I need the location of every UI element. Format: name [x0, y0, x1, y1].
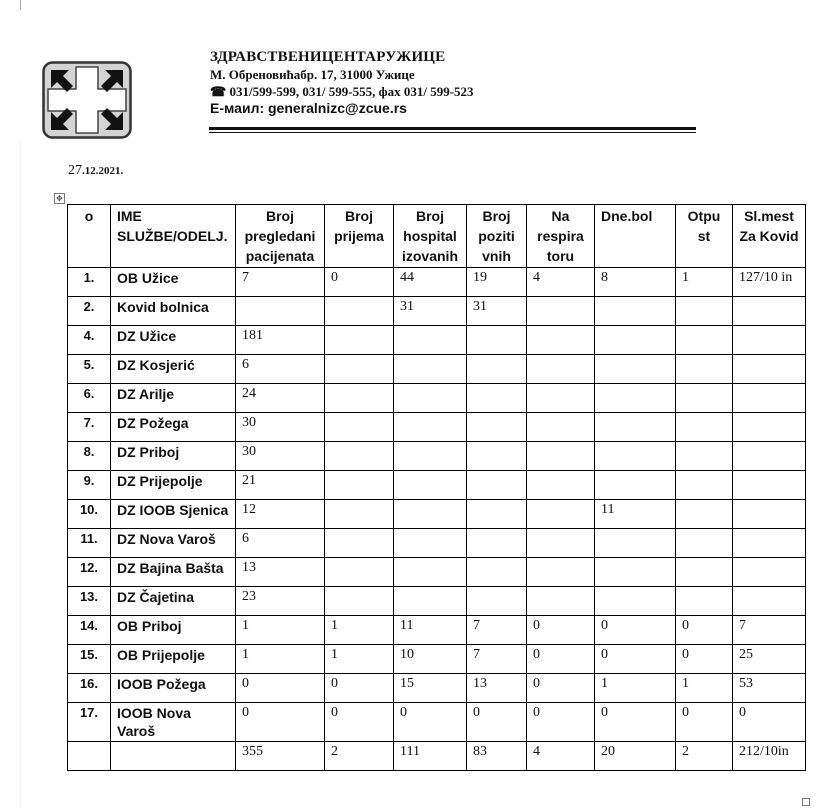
cell-department-name: DZ Čajetina [111, 587, 236, 616]
cell-discharged [676, 529, 733, 558]
cell-positive [467, 355, 527, 384]
cell-admissions [325, 326, 394, 355]
cell-respirator [527, 355, 595, 384]
table-row [68, 645, 806, 674]
statistics-table [67, 204, 806, 771]
cell-admissions [325, 355, 394, 384]
cell-positive [467, 442, 527, 471]
cell-department-name: OB Prijepolje [111, 645, 236, 674]
cell-hospital-days [595, 297, 676, 326]
cell-hospital-days [595, 413, 676, 442]
cell-positive [467, 326, 527, 355]
cell-discharged [676, 558, 733, 587]
cell-hospital-days: 0 [595, 703, 676, 742]
total-department-name [111, 742, 236, 771]
cell-covid-beds [733, 529, 806, 558]
company-name: ЗДРАВСТВЕНИЦЕНТАРУЖИЦЕ [210, 49, 446, 65]
cell-covid-beds: 53 [733, 674, 806, 703]
page-edge-mark [20, 0, 21, 10]
cell-admissions [325, 413, 394, 442]
company-email: Е-маил: generalnizc@zcue.rs [210, 100, 407, 116]
cell-respirator: 0 [527, 616, 595, 645]
cell-examined: 6 [236, 355, 325, 384]
cell-respirator [527, 297, 595, 326]
table-row [68, 442, 806, 471]
cell-row-number: 5. [68, 355, 111, 384]
cell-positive: 19 [467, 268, 527, 297]
total-hospital-days: 20 [595, 742, 676, 771]
col-header-admissions: Broj prijema [325, 205, 394, 268]
cell-respirator: 0 [527, 703, 595, 742]
cell-respirator [527, 471, 595, 500]
cell-row-number: 17. [68, 703, 111, 742]
cell-hospitalized [394, 471, 467, 500]
cell-hospital-days: 1 [595, 674, 676, 703]
cell-covid-beds [733, 471, 806, 500]
cell-department-name: DZ Priboj [111, 442, 236, 471]
col-header-examined: Broj pregledani pacijenata [236, 205, 325, 268]
cell-discharged [676, 297, 733, 326]
cell-examined: 7 [236, 268, 325, 297]
table-row [68, 413, 806, 442]
col-header-positive: Broj poziti vnih [467, 205, 527, 268]
telephone-icon: ☎ [210, 84, 227, 99]
total-covid-beds: 212/10in [733, 742, 806, 771]
cell-positive [467, 529, 527, 558]
company-address: М. Обреновићабр. 17, 31000 Ужице [210, 67, 415, 82]
table-row [68, 558, 806, 587]
cell-row-number: 8. [68, 442, 111, 471]
cell-department-name: DZ Užice [111, 326, 236, 355]
cell-hospitalized: 10 [394, 645, 467, 674]
total-respirator: 4 [527, 742, 595, 771]
cell-hospitalized [394, 442, 467, 471]
table-row [68, 297, 806, 326]
col-header-name: IME SLUŽBE/ODELJ. [111, 205, 236, 268]
cell-row-number: 14. [68, 616, 111, 645]
cell-discharged [676, 355, 733, 384]
cell-admissions [325, 297, 394, 326]
cell-positive [467, 558, 527, 587]
cell-admissions: 0 [325, 674, 394, 703]
cell-admissions [325, 529, 394, 558]
cell-discharged [676, 500, 733, 529]
cell-discharged: 1 [676, 674, 733, 703]
cell-respirator: 4 [527, 268, 595, 297]
cell-row-number: 10. [68, 500, 111, 529]
cell-department-name: OB Užice [111, 268, 236, 297]
cell-hospital-days: 0 [595, 616, 676, 645]
cell-admissions [325, 384, 394, 413]
cell-admissions [325, 587, 394, 616]
cell-positive: 13 [467, 674, 527, 703]
table-row [68, 529, 806, 558]
cell-row-number: 15. [68, 645, 111, 674]
cell-row-number: 6. [68, 384, 111, 413]
table-header-row [68, 205, 806, 268]
cell-respirator: 0 [527, 674, 595, 703]
cell-hospitalized: 31 [394, 297, 467, 326]
cell-hospitalized: 11 [394, 616, 467, 645]
cell-row-number: 12. [68, 558, 111, 587]
cell-examined: 181 [236, 326, 325, 355]
cell-positive [467, 587, 527, 616]
cell-admissions [325, 471, 394, 500]
cell-respirator [527, 500, 595, 529]
table-row [68, 587, 806, 616]
cell-department-name: DZ Nova Varoš [111, 529, 236, 558]
cell-respirator [527, 587, 595, 616]
cell-covid-beds [733, 413, 806, 442]
totals-row [68, 742, 806, 771]
company-header [210, 49, 474, 117]
cell-hospitalized: 15 [394, 674, 467, 703]
cell-examined [236, 297, 325, 326]
cell-covid-beds [733, 558, 806, 587]
cell-row-number: 7. [68, 413, 111, 442]
cell-admissions [325, 558, 394, 587]
cell-hospital-days [595, 355, 676, 384]
col-header-discharged: Otpu st [676, 205, 733, 268]
cell-hospitalized [394, 326, 467, 355]
cell-respirator: 0 [527, 645, 595, 674]
cell-examined: 6 [236, 529, 325, 558]
cell-hospital-days [595, 326, 676, 355]
cell-hospitalized [394, 529, 467, 558]
cell-hospital-days [595, 384, 676, 413]
cell-department-name: IOOB Nova Varoš [111, 703, 236, 742]
cell-admissions: 1 [325, 616, 394, 645]
total-row-number [68, 742, 111, 771]
cell-row-number: 11. [68, 529, 111, 558]
cell-department-name: Kovid bolnica [111, 297, 236, 326]
cell-examined: 12 [236, 500, 325, 529]
cell-admissions [325, 442, 394, 471]
company-phone-text: 031/599-599, 031/ 599-555, фах 031/ 599-523 [229, 84, 474, 99]
cell-examined: 0 [236, 674, 325, 703]
col-header-number: o [68, 205, 111, 268]
report-date [68, 163, 123, 179]
cell-discharged: 0 [676, 703, 733, 742]
health-center-logo [42, 61, 132, 139]
cell-covid-beds [733, 384, 806, 413]
total-admissions: 2 [325, 742, 394, 771]
cell-examined: 30 [236, 413, 325, 442]
header-rule-thick [209, 127, 696, 130]
header-rule-thin [209, 132, 696, 133]
cell-hospitalized [394, 384, 467, 413]
table-row [68, 326, 806, 355]
cell-hospital-days [595, 529, 676, 558]
cell-positive: 7 [467, 645, 527, 674]
cell-admissions: 1 [325, 645, 394, 674]
cell-positive: 0 [467, 703, 527, 742]
cell-department-name: IOOB Požega [111, 674, 236, 703]
table-move-handle-icon[interactable]: ✥ [54, 193, 65, 204]
cell-covid-beds: 25 [733, 645, 806, 674]
cell-examined: 0 [236, 703, 325, 742]
cell-respirator [527, 326, 595, 355]
cell-positive: 7 [467, 616, 527, 645]
cell-positive [467, 413, 527, 442]
table-row [68, 500, 806, 529]
table-row [68, 674, 806, 703]
cell-respirator [527, 413, 595, 442]
cell-examined: 30 [236, 442, 325, 471]
cell-discharged [676, 442, 733, 471]
cell-covid-beds [733, 326, 806, 355]
cell-department-name: DZ Kosjerić [111, 355, 236, 384]
cell-hospital-days: 8 [595, 268, 676, 297]
cell-positive: 31 [467, 297, 527, 326]
table-resize-handle[interactable] [802, 798, 810, 806]
cell-hospitalized [394, 587, 467, 616]
cell-department-name: DZ Prijepolje [111, 471, 236, 500]
cell-covid-beds [733, 297, 806, 326]
cell-hospital-days [595, 471, 676, 500]
col-header-respirator: Na respira toru [527, 205, 595, 268]
total-discharged: 2 [676, 742, 733, 771]
cell-discharged [676, 384, 733, 413]
cell-respirator [527, 529, 595, 558]
cell-covid-beds [733, 355, 806, 384]
cell-row-number: 16. [68, 674, 111, 703]
cell-hospitalized [394, 500, 467, 529]
cell-hospital-days [595, 558, 676, 587]
total-hospitalized: 111 [394, 742, 467, 771]
cell-positive [467, 384, 527, 413]
cell-hospitalized [394, 413, 467, 442]
total-positive: 83 [467, 742, 527, 771]
table-row [68, 703, 806, 742]
cell-hospitalized [394, 558, 467, 587]
cell-hospital-days [595, 442, 676, 471]
cell-covid-beds [733, 500, 806, 529]
cell-hospital-days: 0 [595, 645, 676, 674]
cell-discharged [676, 326, 733, 355]
cell-admissions: 0 [325, 703, 394, 742]
cell-row-number: 1. [68, 268, 111, 297]
total-examined: 355 [236, 742, 325, 771]
table-row [68, 355, 806, 384]
cell-respirator [527, 384, 595, 413]
margin-line [20, 140, 21, 809]
cell-covid-beds [733, 442, 806, 471]
cell-discharged: 0 [676, 645, 733, 674]
col-header-hospitalized: Broj hospital izovanih [394, 205, 467, 268]
cell-hospitalized [394, 355, 467, 384]
cell-row-number: 13. [68, 587, 111, 616]
cell-department-name: DZ Požega [111, 413, 236, 442]
cell-examined: 21 [236, 471, 325, 500]
report-date-day: 27 [68, 163, 82, 178]
cell-department-name: DZ IOOB Sjenica [111, 500, 236, 529]
cell-hospitalized: 44 [394, 268, 467, 297]
cell-discharged: 1 [676, 268, 733, 297]
col-header-covid-beds: Sl.mest Za Kovid [733, 205, 806, 268]
company-phone [210, 83, 474, 100]
cell-respirator [527, 558, 595, 587]
cell-discharged [676, 587, 733, 616]
table-body [68, 268, 806, 771]
cell-covid-beds: 0 [733, 703, 806, 742]
cell-covid-beds: 7 [733, 616, 806, 645]
table-row [68, 616, 806, 645]
cell-admissions: 0 [325, 268, 394, 297]
cell-covid-beds [733, 587, 806, 616]
cell-department-name: OB Priboj [111, 616, 236, 645]
cell-row-number: 2. [68, 297, 111, 326]
cell-examined: 24 [236, 384, 325, 413]
cell-row-number: 9. [68, 471, 111, 500]
cell-positive [467, 471, 527, 500]
cell-examined: 23 [236, 587, 325, 616]
table-row [68, 471, 806, 500]
cell-covid-beds: 127/10 in [733, 268, 806, 297]
cell-respirator [527, 442, 595, 471]
cell-examined: 1 [236, 616, 325, 645]
cell-discharged [676, 471, 733, 500]
cell-examined: 13 [236, 558, 325, 587]
cell-department-name: DZ Arilje [111, 384, 236, 413]
table-row [68, 268, 806, 297]
report-date-rest: .12.2021. [82, 165, 124, 177]
cell-discharged [676, 413, 733, 442]
cell-positive [467, 500, 527, 529]
cell-row-number: 4. [68, 326, 111, 355]
cell-discharged: 0 [676, 616, 733, 645]
cell-hospital-days: 11 [595, 500, 676, 529]
cell-hospital-days [595, 587, 676, 616]
cell-hospitalized: 0 [394, 703, 467, 742]
cell-examined: 1 [236, 645, 325, 674]
cell-admissions [325, 500, 394, 529]
cell-department-name: DZ Bajina Bašta [111, 558, 236, 587]
table-row [68, 384, 806, 413]
col-header-hospital-days: Dne.bol [595, 205, 676, 268]
